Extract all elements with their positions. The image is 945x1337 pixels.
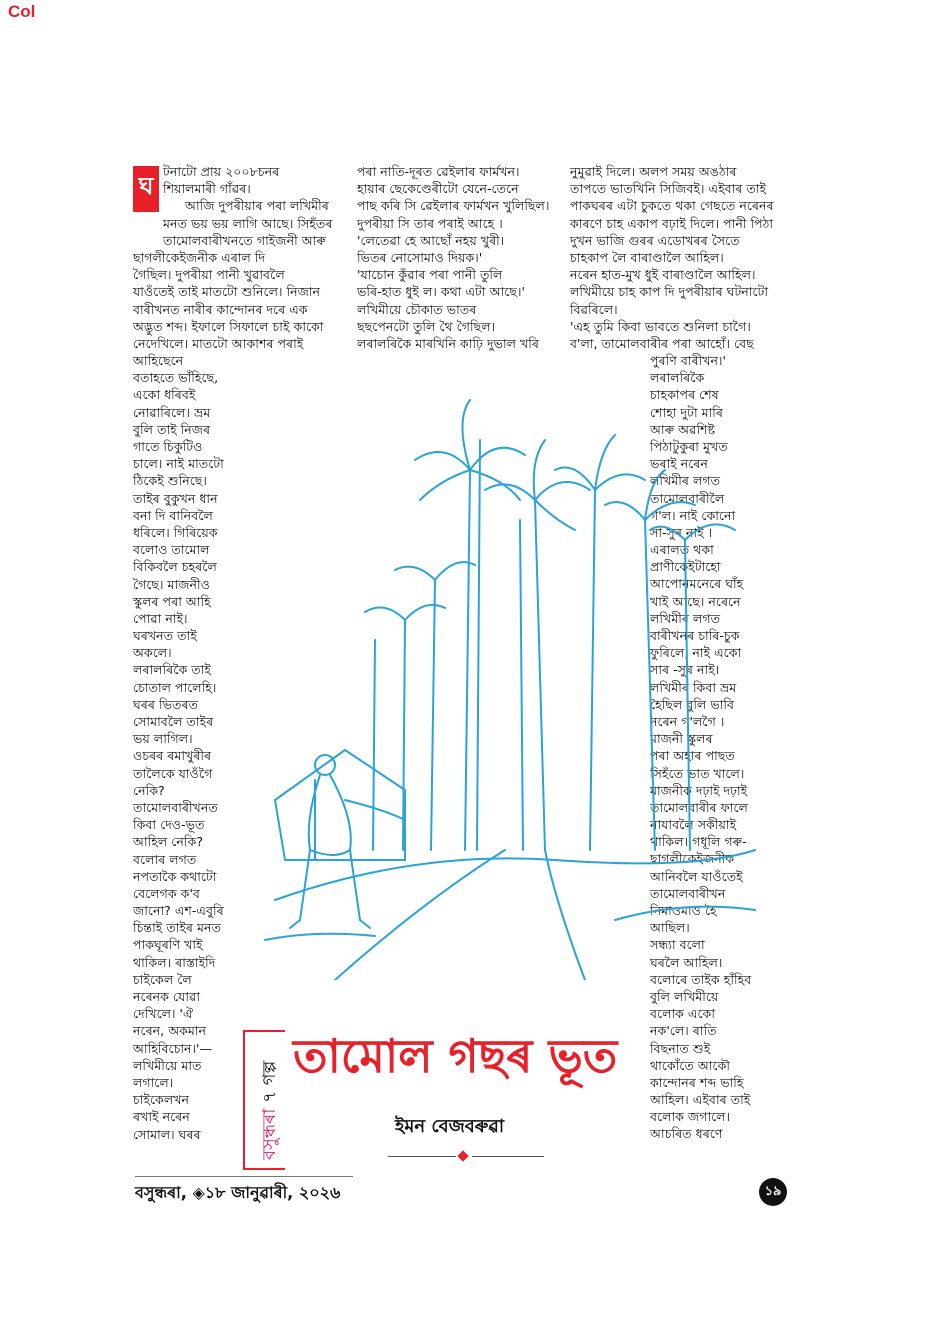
text-line: তাপতে ভাতখিনি সিজিবই। এইবাৰ তাই [570, 181, 767, 197]
text-line: হৈছিল বুলি ভাবি [650, 696, 734, 712]
text-line: বিছনাত শুই [650, 1040, 711, 1056]
text-line: চিন্তাই তাইৰ মনত [133, 920, 221, 936]
text-line: চাইকেলখন [133, 1092, 190, 1108]
text-line: সিহঁতে ভাত খালে। [650, 765, 745, 781]
text-line: ফুৰিলে, নাই একো [650, 645, 742, 661]
text-line: বুলি তাই নিজৰ [133, 421, 211, 437]
text-line: টনাটো প্ৰায় ২০০৮চনৰ [163, 164, 280, 179]
text-line: আৰু অৱশিষ্ট [650, 421, 716, 437]
text-line: ভৰাই নৰেন [650, 456, 708, 472]
text-line: চাহকাপ লৈ বাৰাণ্ডালৈ আহিল। [570, 249, 724, 265]
text-line: পাকঘৰৰ এটা চুকতে থকা গেছতে নৰেনৰ [570, 198, 774, 214]
text-line: ৰখাই নৰেন [133, 1109, 190, 1125]
text-line: তামোলবাৰীখনত [133, 799, 218, 815]
text-line: নপতাকৈ কথাটো [133, 868, 217, 884]
text-line: নুমুৱাই দিলে। অলপ সময় অঙঠাৰ [570, 164, 737, 179]
text-line: নৰেন গ'লগৈ । [650, 713, 725, 729]
text-line: ধৰিলে। গিৰিয়েক [133, 524, 218, 540]
text-line: বনা দি বানিবলৈ [133, 507, 213, 523]
text-line: বুলি লখিমীয়ে [650, 988, 719, 1004]
text-line: সোমাবলৈ তাইৰ [133, 714, 214, 729]
text-line: ভিতৰ নোসোমাও দিয়ক।' [357, 249, 483, 265]
article-author: ইমন বেজবৰুৱা [395, 1116, 505, 1137]
text-line: ঘৰৰ ভিতৰত [133, 696, 198, 712]
text-line: তামোলবাৰীখনতে গাইজনী আৰু [163, 232, 326, 248]
text-line: আনিবলৈ যাওঁতেই [650, 868, 743, 884]
text-line: ওচৰৰ ৰমাখুৰীৰ [133, 748, 212, 764]
text-line: এৰালত থকা [650, 542, 714, 558]
text-line: তামোলবাৰীলৈ [650, 490, 725, 506]
text-line: সাৰ -সুৰ নাই। [650, 662, 720, 678]
text-line: মাজনী স্কুলৰ [650, 731, 713, 747]
text-line: প্ৰাণীকেইটাহো [650, 559, 721, 575]
corner-label: Col [8, 2, 36, 21]
text-line: গৈছে। মাজনীও [133, 576, 210, 592]
text-line: যাওঁতেই তাই মাতটো শুনিলে। নিজান [133, 284, 321, 300]
footer [135, 1180, 340, 1207]
text-line: বলোক একো [650, 1006, 716, 1022]
text-line: পোৱা নাই। [133, 610, 188, 626]
text-line: বাৰীখনৰ চাৰি-চুক [650, 628, 740, 643]
text-line: পৰা নাতি-দূৰত ৱেইলাৰ ফাৰ্মখন। [357, 164, 520, 179]
text-line: পুৰণি বাৰীখন।' [650, 353, 726, 368]
text-line: লখিমীয়ে চাহ কাপ দি দুপৰীয়াৰ ঘটনাটো [570, 284, 769, 300]
text-line: গৈছিল। দুপৰীয়া পানী খুৱাবলৈ [133, 267, 285, 283]
text-line: আহিবিচোন।'— [133, 1040, 213, 1056]
text-line: সোমাল। ঘৰৰ [133, 1126, 201, 1142]
text-line: 'এহ তুমি কিবা ভাবতে শুনিলা চাগৈ। [570, 318, 751, 334]
text-line: ভয় লাগিল। [133, 731, 193, 747]
illustration-palm-grove [255, 380, 765, 980]
text-line: শোহা দুটা মাৰি [650, 404, 723, 420]
text-line: ঠিকেই শুনিছে। [133, 473, 207, 489]
column-3 [570, 163, 774, 352]
column-2 [357, 163, 549, 352]
text-line: আহিল। এইবাৰ তাই [650, 1092, 751, 1108]
text-line: ছাগলীকেইজনীক [650, 851, 735, 867]
text-line: নাযাবলৈ সকীয়াই [650, 817, 737, 833]
text-line: ভৰি-হাত ধুই ল। কথা এটা আছে।' [357, 284, 525, 300]
text-line: বলোৰে তাইক হাঁহিব [650, 971, 752, 987]
text-line: খাই আছে। নৰেনে [650, 593, 741, 609]
text-line: আচৰিত ধৰণে [650, 1126, 723, 1142]
text-line: থাকোঁতে আকৌ [650, 1057, 731, 1073]
text-line: লখিমীৰ লগত [650, 473, 721, 489]
text-line: লখিমীয়ে মাত [133, 1057, 202, 1073]
text-line: নিমাওমাও হৈ [650, 903, 717, 918]
text-line: তামোলবাৰীখন [650, 885, 726, 901]
text-line: তামোলবাৰীৰ ফালে [650, 799, 748, 815]
text-line: মাজনীক দঢ়াই দঢ়াই [650, 782, 748, 798]
text-line: আহিছেনে [133, 353, 184, 369]
text-line: থাকিল। গধূলি গৰু- [650, 834, 747, 850]
text-line: লৰালৰিকৈ [650, 370, 705, 386]
text-line: লগালে। [133, 1074, 174, 1090]
text-line: নৰেনক যোৱা [133, 989, 201, 1004]
author-rule-left [388, 1156, 456, 1157]
text-line: বিকিবলৈ চহৰলৈ [133, 559, 217, 575]
text-line: হায়াৰ ছেকেণ্ডেৰীটো যেনে-তেনে [357, 181, 519, 197]
text-line: চাহকাপৰ শেষ [650, 387, 719, 403]
page-number: ১৯ [759, 1178, 787, 1206]
text-line: বলোৰ লগত [133, 851, 197, 867]
text-line: তাইৰ বুকুখন ধান [133, 490, 218, 506]
section-number: ৭ গল্প [259, 1060, 280, 1103]
text-line: পাকঘূৰণি খাই [133, 937, 203, 953]
text-line: নৰেন, অকমান [133, 1023, 207, 1039]
drop-cap: ঘ [133, 166, 159, 212]
text-line: সন্ধ্যা বলো [650, 937, 705, 953]
text-line: একো ধৰিবই [133, 387, 196, 403]
text-line: বিৱৰিলে। [570, 301, 618, 317]
text-line: নোৱাৰিলে। ভ্ৰম [133, 404, 211, 420]
text-line: আজি দুপৰীয়াৰ পৰা লখিমীৰ [185, 198, 329, 214]
text-line: দুপৰীয়া সি তাৰ পৰাই আহে । [357, 215, 503, 231]
text-line: ঘৰলৈ আহিল। [650, 954, 723, 970]
text-line: বেলেগক ক'ব [133, 885, 200, 901]
text-line: চালে। নাই মাতটো [133, 456, 224, 472]
text-line: কান্দোনৰ শব্দ ভাহি [650, 1074, 744, 1090]
text-line: নেকি? [133, 782, 165, 798]
text-line: অদ্ভুত শব্দ। ইফালে সিফালে চাই কাকো [133, 318, 324, 334]
text-line: বলোক জগালে। [650, 1109, 731, 1125]
footer-date: ◈১৮ জানুৱাৰী, ২০২৬ [192, 1183, 341, 1202]
text-line: গ'ল। নাই কোনো [650, 507, 736, 523]
text-line: চোতাল পালেহি। [133, 679, 217, 695]
text-line: নেদেখিলে। মাতটো আকাশৰ পৰাই [133, 335, 304, 351]
text-line: কিবা দেও-ভূত [133, 817, 205, 833]
text-line: ঘৰখনত তাই [133, 628, 197, 644]
section-name: বসুন্ধৰা [259, 1108, 280, 1160]
text-line: থাকিল। ৰাস্তাইদি [133, 954, 216, 970]
text-line: ছছপেনটো তুলি থৈ গৈছিল। [357, 318, 496, 334]
text-line: তালৈকে যাওঁগৈ [133, 765, 213, 781]
text-line: 'লেতেৱা হে আছোঁ নহয় খুৰী। [357, 232, 505, 248]
text-line: পাছ কৰি সি ৱেইলাৰ ফাৰ্মখন খুলিছিল। [357, 198, 550, 214]
author-rule-right [472, 1156, 544, 1157]
text-line: মনত ভয় ভয় লাগি আছে। সিহঁতৰ [163, 215, 333, 231]
text-line: লখিমীৰ কিবা ভ্ৰম [650, 679, 737, 695]
text-line: কাৰণে চাহ একাপ বঢ়াই দিলে। পানী পিঠা [570, 215, 774, 231]
text-line: শিয়ালমাৰী গাঁৱৰ। [163, 181, 251, 197]
text-line: আহিল নেকি? [133, 834, 204, 850]
text-line: নৰেন হাত-মুখ ধুই বাৰাণ্ডালৈ আহিল। [570, 267, 756, 283]
text-line: বতাহতে ভাঁহিছে, [133, 370, 219, 386]
text-line: পৰা অহাৰ পাছত [650, 748, 735, 764]
text-line: আছিল। [650, 920, 690, 936]
footer-rule [135, 1176, 353, 1177]
text-line: 'যাচোন কুঁৱাৰ পৰা পানী তুলি [357, 267, 503, 283]
text-line: গাতে চিকুটিও [133, 439, 203, 454]
text-line: ব'লা, তামোলবাৰীৰ পৰা আহোঁ। বেছ [570, 335, 754, 351]
text-line: পিঠাটুকুৰা মুখত [650, 438, 728, 454]
text-line: লৰালৰিকৈ মাৰখিনি কাঢ়ি দুভাল খৰি [357, 335, 539, 351]
text-line: বলোও তামোল [133, 542, 210, 558]
text-line: ছাগলীকেইজনীক এৰাল দি [133, 249, 266, 265]
text-line: বাৰীখনত নাৰীৰ কান্দোনৰ দৰে এক [133, 301, 308, 317]
text-line: সা-সুৰ নাই । [650, 524, 713, 540]
text-line: লৰালৰিকৈ তাই [133, 662, 211, 678]
text-line: চাইকেল লৈ [133, 971, 192, 987]
diamond-ornament-icon [457, 1150, 468, 1161]
footer-magazine: বসুন্ধৰা, [135, 1183, 187, 1202]
text-line: লখিমীয়ে চৌকাত ভাতৰ [357, 301, 477, 317]
section-label [255, 1061, 286, 1160]
text-line: দুখন ভাজি গুৰৰ এডোখৰৰ সৈতে [570, 232, 740, 248]
article-title: তামোল গছৰ ভূত [293, 1029, 618, 1083]
text-line: জানো? এশ-এবুৰি [133, 903, 224, 919]
text-line: স্কুলৰ পৰা আহি [133, 593, 211, 609]
text-line: লখিমীৰ লগত [650, 610, 721, 626]
text-line: নক'লে। ৰাতি [650, 1023, 717, 1039]
text-line: আপোনমনেৰে ঘাঁহ [650, 576, 744, 592]
text-line: অকলে। [133, 645, 172, 661]
text-line: দেখিলে। 'ঐ [133, 1006, 194, 1022]
